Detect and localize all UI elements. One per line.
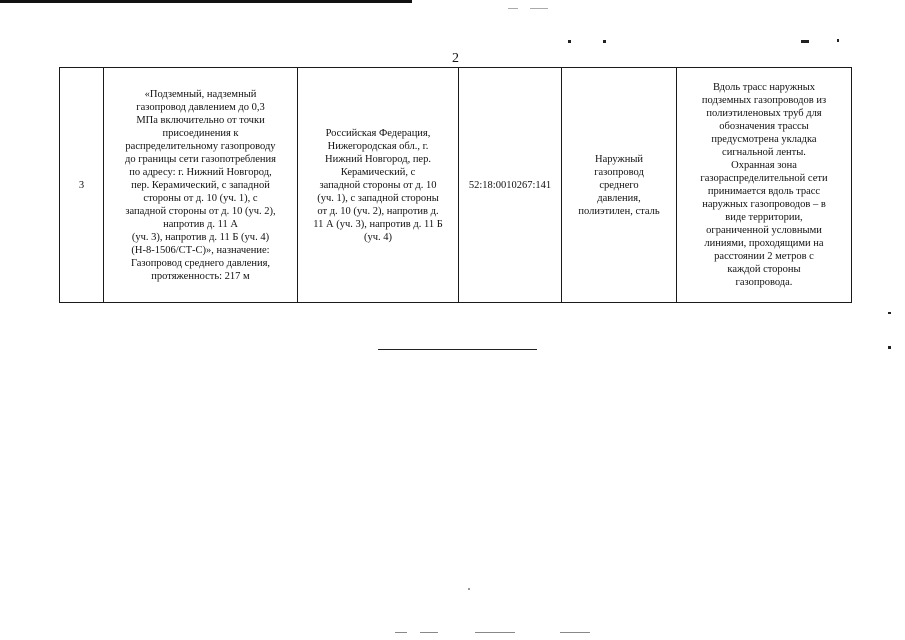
scan-speck bbox=[530, 8, 548, 9]
object-description-cell: «Подземный, надземный газопровод давлением до 0,3 МПа включительно от точки присоединения к распределительному газопроводу до границы сети газопотребления по адресу: г. Нижний Новгород, пер. Керамический, с западной стороны от д. 10 (уч. 1), с западной стороны от д. 10 (уч. 2), напротив д. 11 А (уч. 3), напротив д. 11 Б (уч. 4) (Н-8-1506/СТ-С)», назначение: Газопровод среднего давления, протяженность: 217 м bbox=[104, 68, 298, 303]
scan-speck bbox=[888, 346, 891, 349]
section-divider bbox=[378, 349, 537, 350]
bottom-scan-rule bbox=[475, 632, 515, 633]
scan-speck bbox=[568, 40, 571, 43]
scan-speck bbox=[603, 40, 606, 43]
cadastral-number-cell: 52:18:0010267:141 bbox=[459, 68, 562, 303]
bottom-scan-rule bbox=[420, 632, 438, 633]
object-record-table bbox=[59, 67, 852, 303]
page-number: 2 bbox=[452, 51, 459, 66]
scan-speck bbox=[468, 588, 470, 590]
scan-speck bbox=[888, 312, 891, 314]
bottom-scan-rule bbox=[560, 632, 590, 633]
scan-speck bbox=[508, 8, 518, 9]
protection-zone-cell: Вдоль трасс наружных подземных газопроводов из полиэтиленовых труб для обозначения трассы предусмотрена укладка сигнальной ленты. Охранная зона газораспределительной сети принимается вдоль трасс наружных газопроводов – в виде территории, ограниченной условными линиями, проходящими на расстоянии 2 метров с каждой стороны газопровода. bbox=[677, 68, 852, 303]
characteristics-cell: Наружный газопровод среднего давления, полиэтилен, сталь bbox=[562, 68, 677, 303]
scan-speck bbox=[837, 39, 839, 42]
address-cell: Российская Федерация, Нижегородская обл., г. Нижний Новгород, пер. Керамический, с западной стороны от д. 10 (уч. 1), с западной стороны от д. 10 (уч. 2), напротив д. 11 А (уч. 3), напротив д. 11 Б (уч. 4) bbox=[298, 68, 459, 303]
bottom-scan-rule bbox=[395, 632, 407, 633]
table-row bbox=[60, 68, 852, 303]
row-index-cell: 3 bbox=[60, 68, 104, 303]
top-scan-rule bbox=[0, 0, 412, 3]
scan-speck bbox=[801, 40, 809, 43]
